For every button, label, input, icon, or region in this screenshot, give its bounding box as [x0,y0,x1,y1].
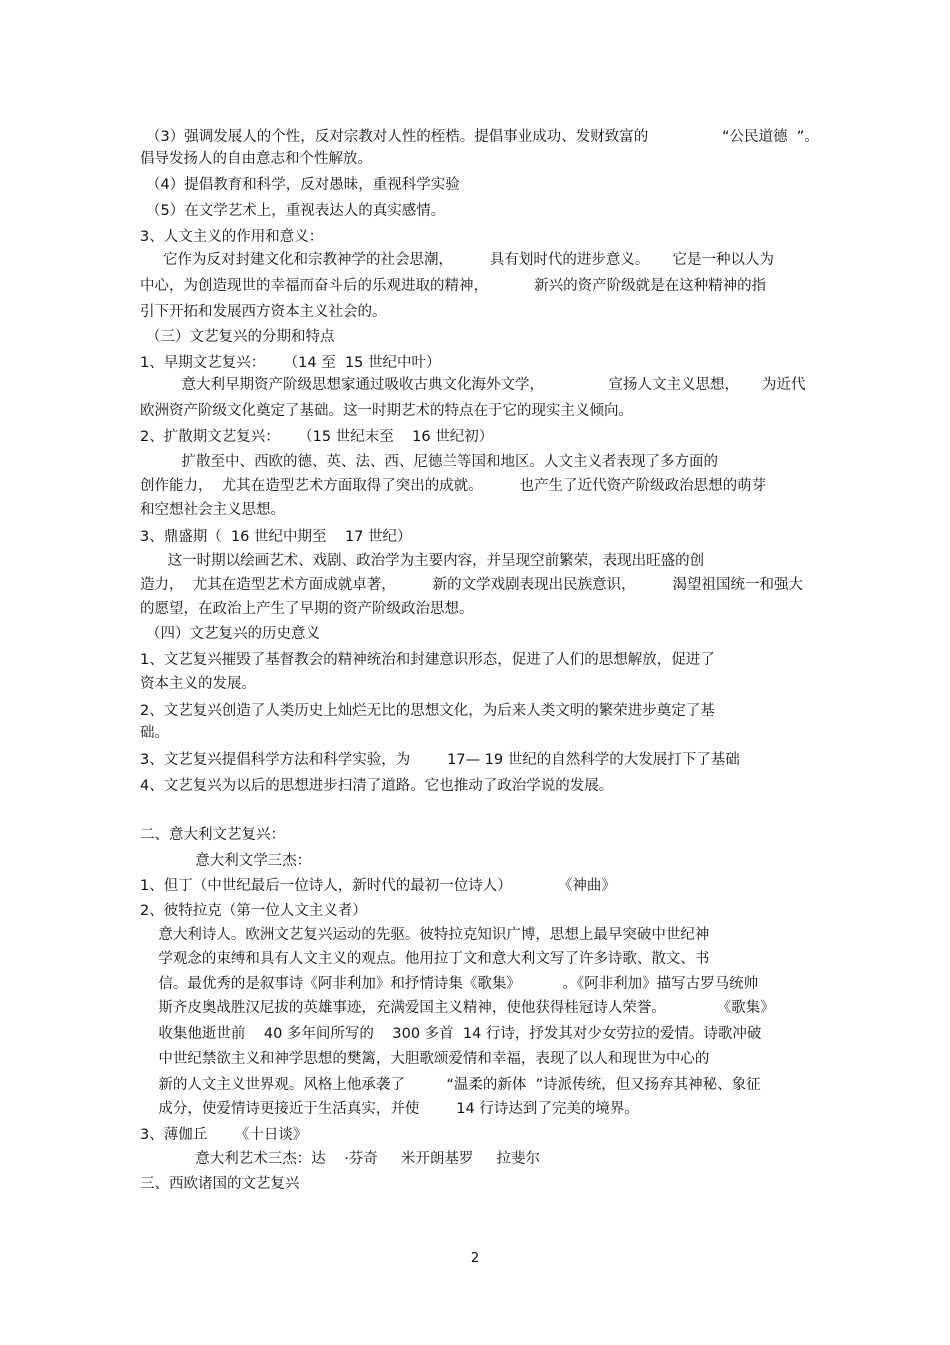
item-3: （3）强调发展人的个性，反对宗教对人性的桎梏。提倡事业成功、发财致富的 “公民道德 ”。 [146,129,819,145]
petrarch-desc-7: 新的人文主义世界观。风格上他承袭了 “温柔的新体 ”诗派传统，但又扬弃其神秘、象征 [140,1077,761,1093]
period-1-desc-1: 意大利早期资产阶级思想家通过吸收古典文化海外文学， 宣扬人文主义思想， 为近代 [140,377,806,393]
heading-humanism-significance: 3、人文主义的作用和意义： [140,229,324,245]
page-number: 2 [470,1251,480,1266]
period-1: 1、早期文艺复兴： （14 至 15 世纪中叶） [140,355,441,371]
petrarch-desc-8: 成分，使爱情诗更接近于生活真实，并使 14 行诗达到了完美的境界。 [140,1101,639,1117]
sig-4: 4、文艺复兴为以后的思想进步扫清了道路。它也推动了政治学说的发展。 [140,778,614,794]
dante: 1、但丁（中世纪最后一位诗人，新时代的最初一位诗人） 《神曲》 [140,878,616,894]
period-1-desc-2: 欧洲资产阶级文化奠定了基础。这一时期艺术的特点在于它的现实主义倾向。 [140,403,633,419]
para-2: 中心，为创造现世的幸福而奋斗后的乐观进取的精神， 新兴的资产阶级就是在这种精神的指 [140,278,767,294]
italy-literature-three: 意大利文学三杰： [140,853,312,869]
para-1: 它作为反对封建文化和宗教神学的社会思潮， 具有划时代的进步意义。 它是一种以人为 [140,252,774,268]
petrarch: 2、彼特拉克（第一位人文主义者） [140,903,367,919]
period-3-desc-3: 的愿望，在政治上产生了早期的资产阶级政治思想。 [140,601,474,617]
period-3: 3、鼎盛期（ 16 世纪中期至 17 世纪） [140,529,412,545]
petrarch-desc-1: 意大利诗人。欧洲文艺复兴运动的先驱。彼特拉克知识广博，思想上最早突破中世纪神 [140,927,710,943]
heading-italy: 二、意大利文艺复兴： [140,827,285,843]
section-periods: （三）文艺复兴的分期和特点 [146,329,335,345]
period-2-desc-3: 和空想社会主义思想。 [140,502,285,518]
sig-1-cont: 资本主义的发展。 [140,676,256,692]
petrarch-desc-6: 中世纪禁欲主义和神学思想的樊篱，大胆歌颂爱情和幸福，表现了以人和现世为中心的 [140,1051,710,1067]
period-2-desc-2: 创作能力， 尤其在造型艺术方面取得了突出的成就。 也产生了近代资产阶级政治思想的萌芽 [140,478,767,494]
item-5: （5）在文学艺术上，重视表达人的真实感情。 [146,203,446,219]
item-3-cont: 倡导发扬人的自由意志和个性解放。 [140,151,372,167]
section-significance: （四）文艺复兴的历史意义 [146,626,320,642]
sig-1: 1、文艺复兴摧毁了基督教会的精神统治和封建意识形态，促进了人们的思想解放，促进了 [140,652,715,668]
period-3-desc-2: 造力， 尤其在造型艺术方面成就卓著， 新的文学戏剧表现出民族意识， 渴望祖国统一和强大 [140,577,803,593]
sig-2: 2、文艺复兴创造了人类历史上灿烂无比的思想文化，为后来人类文明的繁荣进步奠定了基 [140,703,715,719]
sig-3: 3、文艺复兴提倡科学方法和科学实验，为 17— 19 世纪的自然科学的大发展打下了基础 [140,752,740,768]
petrarch-desc-3: 信。最优秀的是叙事诗《阿非利加》和抒情诗集《歌集》 。《阿非利加》描写古罗马统帅 [140,976,759,992]
period-2-desc-1: 扩散至中、西欧的德、英、法、西、尼德兰等国和地区。人文主义者表现了多方面的 [140,454,718,470]
italy-art-three: 意大利艺术三杰：达 ·芬奇 米开朗基罗 拉斐尔 [140,1151,540,1167]
petrarch-desc-2: 学观念的束缚和具有人文主义的观点。他用拉丁文和意大利文写了许多诗歌、散文、书 [140,951,710,967]
petrarch-desc-5: 收集他逝世前 40 多年间所写的 300 多首 14 行诗，抒发其对少女劳拉的爱情。诗歌冲破 [140,1026,762,1042]
period-2: 2、扩散期文艺复兴： （15 世纪末至 16 世纪初） [140,429,494,445]
heading-west-europe: 三、西欧诸国的文艺复兴 [140,1176,300,1192]
petrarch-desc-4: 斯齐皮奥战胜汉尼拔的英雄事迹，充满爱国主义精神，使他获得桂冠诗人荣誉。 《歌集》 [140,1000,775,1016]
item-4: （4）提倡教育和科学，反对愚昧，重视科学实验 [146,177,460,193]
boccaccio: 3、薄伽丘 《十日谈》 [140,1127,308,1143]
period-3-desc-1: 这一时期以绘画艺术、戏剧、政治学为主要内容，并呈现空前繁荣，表现出旺盛的创 [140,553,705,569]
sig-2-cont: 础。 [140,725,169,741]
para-3: 引下开拓和发展西方资本主义社会的。 [140,304,387,320]
